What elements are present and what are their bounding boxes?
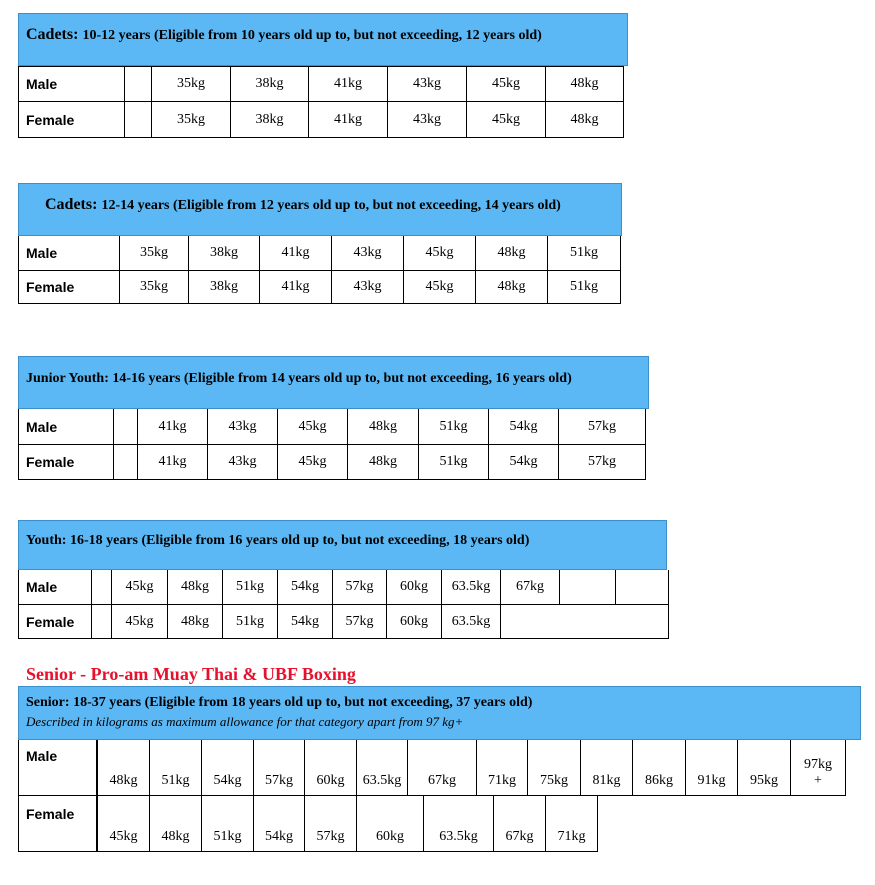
weight-cell <box>92 570 112 604</box>
weight-cell: 57kg <box>333 570 387 604</box>
weight-cell: 57kg <box>559 445 646 479</box>
weight-cell: 60kg <box>305 740 357 795</box>
weight-cell: 45kg <box>98 796 150 851</box>
weight-cell: 63.5kg <box>357 740 408 795</box>
label-male: Male <box>19 570 92 604</box>
weight-cell: 41kg <box>309 102 388 137</box>
senior-heading: Senior - Pro-am Muay Thai & UBF Boxing <box>26 664 356 684</box>
weight-cell: 43kg <box>332 236 404 270</box>
title-lead: Cadets: <box>45 196 98 213</box>
label-male: Male <box>19 67 125 101</box>
weight-cell: 60kg <box>387 605 442 638</box>
weight-cell: 43kg <box>388 102 467 137</box>
row-male <box>18 236 621 271</box>
weight-cell: 54kg <box>278 605 333 638</box>
weight-cell: 48kg <box>168 605 223 638</box>
weight-cell: 54kg <box>278 570 333 604</box>
weight-cell: 71kg <box>546 796 598 851</box>
weight-cell: 63.5kg <box>424 796 494 851</box>
weight-cell: 45kg <box>404 271 476 303</box>
weight-cell: 51kg <box>202 796 254 851</box>
weight-cell: 54kg <box>202 740 254 795</box>
label-female: Female <box>19 271 120 303</box>
row-male <box>18 66 624 102</box>
weight-cell: 51kg <box>150 740 202 795</box>
section-header-youth <box>18 520 667 570</box>
label-female: Female <box>19 102 125 137</box>
section-title <box>26 371 572 387</box>
title-rest: 16-18 years (Eligible from 16 years old up to, but not exceeding, 18 years old) <box>69 533 530 548</box>
weight-cell <box>125 67 152 101</box>
row-male <box>18 409 646 445</box>
weight-cell-open <box>791 740 846 795</box>
weight-cell: 48kg <box>546 67 624 101</box>
weight-cell <box>560 570 616 604</box>
weight-cell: 63.5kg <box>442 570 501 604</box>
section-header-cadets-12-14 <box>18 183 622 236</box>
weight-cell <box>125 102 152 137</box>
weight-cell: 51kg <box>419 409 489 444</box>
weight-cell: 51kg <box>223 605 278 638</box>
label-female: Female <box>19 796 97 851</box>
weight-cell: 57kg <box>333 605 387 638</box>
row-male <box>18 570 669 605</box>
weight-cell: 45kg <box>404 236 476 270</box>
title-lead: Cadets: <box>26 26 79 43</box>
weight-cell: 51kg <box>548 271 621 303</box>
row-female <box>18 445 646 480</box>
weight-cell: 75kg <box>528 740 581 795</box>
weight-cell: 43kg <box>332 271 404 303</box>
weight-cell: 38kg <box>189 271 260 303</box>
weight-cell: 41kg <box>260 271 332 303</box>
weight-cell: 51kg <box>548 236 621 270</box>
weight-cell <box>501 605 669 638</box>
weight-cell: 48kg <box>168 570 223 604</box>
weight-cell: 48kg <box>476 236 548 270</box>
row-female <box>18 102 624 138</box>
section-title <box>26 26 542 44</box>
weight-cell: 43kg <box>388 67 467 101</box>
title-rest: 14-16 years (Eligible from 14 years old up to, but not exceeding, 16 years old) <box>112 371 572 386</box>
weight-cell: 48kg <box>348 445 419 479</box>
title-lead: Junior Youth: <box>26 371 109 386</box>
weight-cell <box>616 570 669 604</box>
weight-cell: 45kg <box>467 102 546 137</box>
weight-cell: 48kg <box>546 102 624 137</box>
weight-cell: 67kg <box>494 796 546 851</box>
row-female <box>18 271 621 304</box>
weight-cell: 48kg <box>348 409 419 444</box>
weight-cell: 45kg <box>112 570 168 604</box>
section-title <box>26 695 532 711</box>
title-lead: Senior: <box>26 695 70 710</box>
weight-cell: 51kg <box>419 445 489 479</box>
weight-cell: 48kg <box>150 796 202 851</box>
weight-cell: 45kg <box>112 605 168 638</box>
weight-cell <box>92 605 112 638</box>
weight-cell: 95kg <box>738 740 791 795</box>
row-female <box>18 796 598 852</box>
weight-cell: 60kg <box>357 796 424 851</box>
weight-cell: 38kg <box>231 67 309 101</box>
weight-cell: 45kg <box>278 409 348 444</box>
label-male: Male <box>19 236 120 270</box>
weight-cell: 35kg <box>120 236 189 270</box>
weight-cell: 48kg <box>476 271 548 303</box>
title-rest: 12-14 years (Eligible from 12 years old up to, but not exceeding, 14 years old) <box>101 198 561 213</box>
weight-cell: 67kg <box>501 570 560 604</box>
weight-cell: 43kg <box>208 409 278 444</box>
open-weight-plus: + <box>814 773 822 788</box>
row-female <box>18 605 669 639</box>
weight-cell: 38kg <box>189 236 260 270</box>
weight-cell: 57kg <box>559 409 646 444</box>
open-weight-value: 97kg <box>804 757 832 772</box>
label-male: Male <box>19 740 97 795</box>
weight-cell: 38kg <box>231 102 309 137</box>
weight-cell: 35kg <box>152 102 231 137</box>
weight-cell: 57kg <box>254 740 305 795</box>
title-rest: 10-12 years (Eligible from 10 years old up to, but not exceeding, 12 years old) <box>82 28 542 43</box>
weight-cell: 41kg <box>138 445 208 479</box>
label-female: Female <box>19 605 92 638</box>
weight-cell: 54kg <box>489 445 559 479</box>
weight-cell: 60kg <box>387 570 442 604</box>
weight-cell: 86kg <box>633 740 686 795</box>
weight-cell <box>114 445 138 479</box>
section-header-senior <box>18 686 861 740</box>
weight-cell: 41kg <box>260 236 332 270</box>
weight-cell: 48kg <box>98 740 150 795</box>
section-header-cadets-10-12 <box>18 13 628 66</box>
section-subtitle: Described in kilograms as maximum allowance for that category apart from 97 kg+ <box>26 714 464 729</box>
label-male: Male <box>19 409 114 444</box>
section-title <box>26 533 529 549</box>
weight-cell: 54kg <box>254 796 305 851</box>
weight-cell: 35kg <box>120 271 189 303</box>
weight-cell: 63.5kg <box>442 605 501 638</box>
title-lead: Youth: <box>26 533 67 548</box>
weight-cell: 45kg <box>467 67 546 101</box>
weight-cell: 35kg <box>152 67 231 101</box>
weight-cell: 81kg <box>581 740 633 795</box>
weight-cell: 51kg <box>223 570 278 604</box>
section-header-junior-youth <box>18 356 649 409</box>
weight-cell <box>114 409 138 444</box>
weight-cell: 43kg <box>208 445 278 479</box>
weight-cell: 57kg <box>305 796 357 851</box>
section-title <box>45 196 561 214</box>
weight-cell: 54kg <box>489 409 559 444</box>
row-male <box>18 740 846 796</box>
weight-cell: 41kg <box>138 409 208 444</box>
weight-cell: 45kg <box>278 445 348 479</box>
weight-cell: 67kg <box>408 740 477 795</box>
label-female: Female <box>19 445 114 479</box>
title-rest: 18-37 years (Eligible from 18 years old up to, but not exceeding, 37 years old) <box>73 695 533 710</box>
weight-cell: 41kg <box>309 67 388 101</box>
weight-cell: 91kg <box>686 740 738 795</box>
weight-cell: 71kg <box>477 740 528 795</box>
